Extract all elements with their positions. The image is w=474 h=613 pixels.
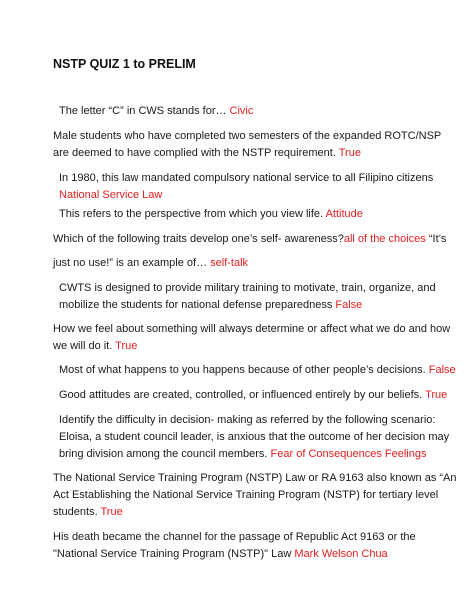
quiz-line — [53, 321, 450, 338]
question-text: Which of the following traits develop one’s self- awareness? — [53, 233, 344, 245]
question-text: bring division among the council members. — [59, 448, 271, 460]
question-text: Good attitudes are created, controlled, or influenced entirely by our beliefs. — [59, 389, 426, 401]
quiz-item-7 — [59, 280, 436, 314]
answer-text: Attitude — [325, 208, 363, 220]
answer-text: National Service Law — [59, 189, 163, 201]
quiz-line — [59, 187, 433, 204]
quiz-item-4 — [59, 206, 363, 223]
answer-text: True — [338, 147, 361, 159]
quiz-item-2 — [53, 128, 441, 162]
quiz-line — [59, 170, 433, 187]
quiz-line — [59, 280, 436, 297]
page-title: NSTP QUIZ 1 to PRELIM — [53, 57, 196, 71]
quiz-line — [59, 446, 449, 463]
question-text: Most of what happens to you happens because of other people’s decisions. — [59, 364, 429, 376]
question-text: mobilize the students for national defense preparedness — [59, 299, 336, 311]
quiz-line — [53, 487, 457, 504]
question-text: This refers to the perspective from which you view life. — [59, 208, 326, 220]
question-text: The National Service Training Program (NSTP) Law or RA 9163 also known as “An — [53, 472, 457, 484]
question-text: "National Service Training Program (NSTP)" Law — [53, 548, 295, 560]
quiz-item-6 — [53, 255, 248, 272]
answer-text: True — [425, 389, 448, 401]
question-text: CWTS is designed to provide military training to motivate, train, organize, and — [59, 282, 436, 294]
quiz-item-5 — [53, 231, 446, 248]
quiz-line — [59, 412, 449, 429]
answer-text: Fear of Consequences Feelings — [270, 448, 427, 460]
question-text: Act Establishing the National Service Training Program (NSTP) for tertiary level — [53, 489, 439, 501]
quiz-line — [59, 206, 363, 223]
quiz-item-12 — [53, 470, 457, 521]
question-text: Eloisa, a student council leader, is anxious that the outcome of her decision may — [59, 431, 450, 443]
quiz-line — [53, 145, 441, 162]
question-text: just no use!” is an example of… — [53, 257, 211, 269]
answer-text: Civic — [229, 105, 254, 117]
quiz-line — [53, 255, 248, 272]
answer-text: False — [428, 364, 456, 376]
answer-text: False — [335, 299, 363, 311]
quiz-line — [53, 231, 446, 248]
quiz-line — [53, 470, 457, 487]
quiz-line — [59, 362, 456, 379]
answer-text: Mark Welson Chua — [294, 548, 388, 560]
quiz-line — [53, 546, 416, 563]
quiz-item-10 — [59, 387, 447, 404]
quiz-line — [59, 297, 436, 314]
question-text: How we feel about something will always determine or affect what we do and how — [53, 323, 451, 335]
quiz-item-3 — [59, 170, 433, 204]
quiz-line — [53, 128, 441, 145]
question-text: students. — [53, 506, 101, 518]
quiz-item-9 — [59, 362, 456, 379]
quiz-line — [59, 387, 447, 404]
question-text: His death became the channel for the passage of Republic Act 9163 or the — [53, 531, 416, 543]
quiz-item-11 — [59, 412, 449, 463]
question-text: Identify the difficulty in decision- making as referred by the following scenario: — [59, 414, 436, 426]
answer-text: True — [100, 506, 123, 518]
quiz-line — [59, 103, 253, 120]
quiz-line — [59, 429, 449, 446]
question-text: are deemed to have complied with the NSTP requirement. — [53, 147, 339, 159]
quiz-item-1 — [59, 103, 253, 120]
question-text: Male students who have completed two semesters of the expanded ROTC/NSP — [53, 130, 442, 142]
quiz-item-8 — [53, 321, 450, 355]
extra-fragment: “It’s — [428, 233, 447, 245]
question-text: we will do it. — [53, 340, 116, 352]
answer-text: self-talk — [210, 257, 249, 269]
quiz-line — [53, 529, 416, 546]
question-text: The letter “C” in CWS stands for… — [59, 105, 230, 117]
answer-text: True — [115, 340, 138, 352]
quiz-item-13 — [53, 529, 416, 563]
answer-text: all of the choices — [343, 233, 426, 245]
question-text: In 1980, this law mandated compulsory national service to all Filipino citizens — [59, 172, 434, 184]
quiz-line — [53, 338, 450, 355]
quiz-line — [53, 504, 457, 521]
